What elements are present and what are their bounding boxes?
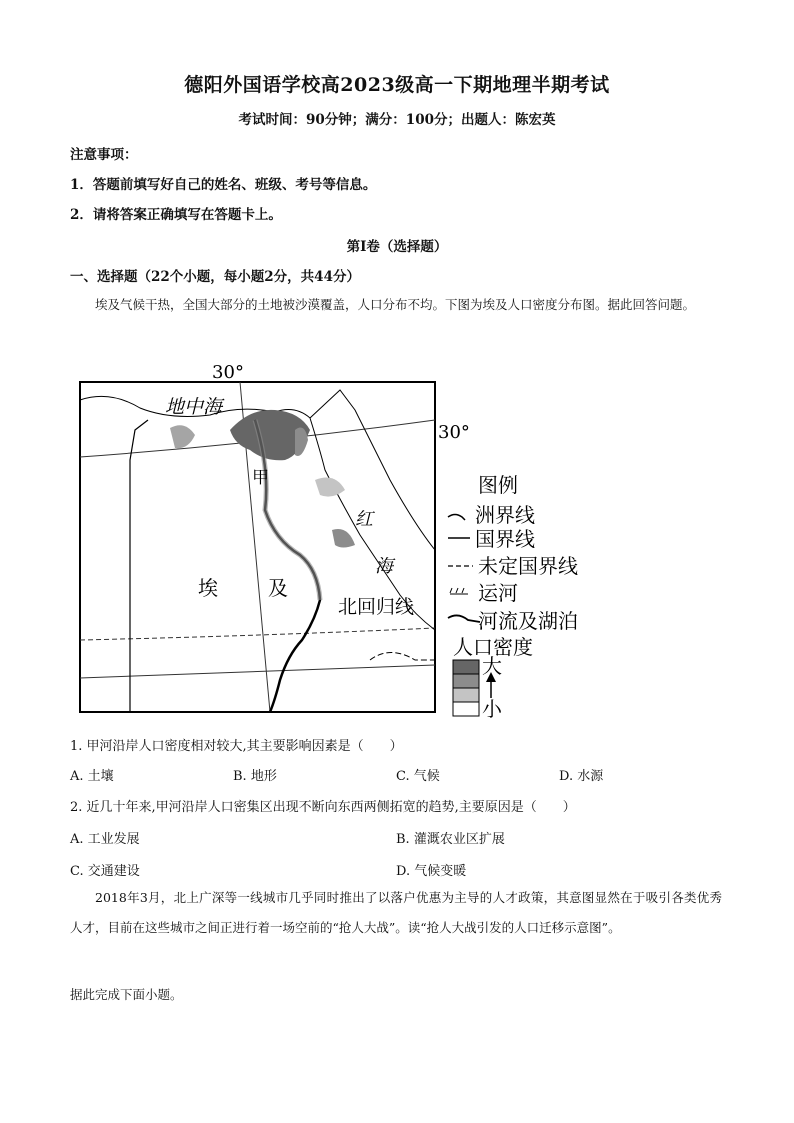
notice-heading: 注意事项： bbox=[70, 147, 138, 163]
intro-paragraph-2-tail: 据此完成下面小题。 bbox=[70, 987, 183, 1002]
legend-density-swatch-4 bbox=[453, 702, 479, 716]
part-heading: 一、选择题（22个小题，每小题2分，共44分） bbox=[70, 269, 360, 285]
lat-label-right: 30° bbox=[438, 422, 470, 443]
legend-continent-border: 洲界线 bbox=[475, 503, 535, 527]
egypt-population-density-map bbox=[70, 360, 720, 725]
intro-paragraph-1: 埃及气候干热，全国大部分的土地被沙漠覆盖，人口分布不均。下图为埃及人口密度分布图。据此回答问题。 bbox=[95, 297, 696, 312]
question-2-option-d[interactable]: D. 气候变暖 bbox=[396, 864, 467, 879]
question-1-option-c[interactable]: C. 气候 bbox=[396, 769, 440, 784]
legend-title: 图例 bbox=[478, 473, 518, 497]
question-1-option-b[interactable]: B. 地形 bbox=[233, 769, 277, 784]
red-sea-label-1: 红 bbox=[355, 509, 373, 530]
legend-canal-icon bbox=[450, 588, 468, 594]
question-1-stem: 1. 甲河沿岸人口密度相对较大,其主要影响因素是（ ） bbox=[70, 739, 403, 754]
question-2-stem: 2. 近几十年来,甲河沿岸人口密集区出现不断向东西两侧拓宽的趋势,主要原因是（ ） bbox=[70, 800, 576, 815]
tropic-label: 北回归线 bbox=[338, 596, 415, 618]
mediterranean-label: 地中海 bbox=[165, 396, 223, 418]
question-2-option-a[interactable]: A. 工业发展 bbox=[70, 832, 140, 847]
legend-river-icon bbox=[448, 615, 480, 622]
country-label-2: 及 bbox=[268, 576, 288, 600]
legend-density-swatch-1 bbox=[453, 660, 479, 674]
legend-canal: 运河 bbox=[478, 581, 518, 605]
country-label-1: 埃 bbox=[198, 576, 218, 600]
legend-national-border: 国界线 bbox=[475, 527, 535, 551]
exam-title: 德阳外国语学校高2023级高一下期地理半期考试 bbox=[184, 74, 610, 96]
river-jia-label: 甲 bbox=[252, 468, 269, 488]
question-1-option-a[interactable]: A. 土壤 bbox=[70, 769, 114, 784]
legend-continent-border-icon bbox=[448, 515, 465, 521]
section-title: 第Ⅰ卷（选择题） bbox=[346, 239, 448, 255]
notice-item-2: 2．请将答案正确填写在答题卡上。 bbox=[70, 207, 282, 223]
legend-density-swatch-3 bbox=[453, 688, 479, 702]
legend-density-low: 小 bbox=[482, 697, 502, 721]
question-2-option-b[interactable]: B. 灌溉农业区扩展 bbox=[396, 832, 505, 847]
legend-density-swatch-2 bbox=[453, 674, 479, 688]
legend-density-title: 人口密度 bbox=[453, 635, 533, 659]
lat-label-top: 30° bbox=[212, 362, 244, 383]
question-2-option-c[interactable]: C. 交通建设 bbox=[70, 864, 140, 879]
legend-river-lake: 河流及湖泊 bbox=[478, 609, 578, 633]
red-sea-label-2: 海 bbox=[375, 556, 393, 577]
intro-paragraph-2: 2018年3月，北上广深等一线城市几乎同时推出了以落户优惠为主导的人才政策，其意图显然在于吸引各类优秀人才，目前在这些城市之间正进行着一场空前的“抢人大战”。读“抢人大战引发的人口迁移示意图”。 bbox=[70, 890, 722, 935]
legend-density-high: 大 bbox=[482, 654, 502, 678]
question-1-option-d[interactable]: D. 水源 bbox=[559, 769, 604, 784]
notice-item-1: 1．答题前填写好自己的姓名、班级、考号等信息。 bbox=[70, 177, 377, 193]
legend-undetermined-border: 未定国界线 bbox=[478, 554, 578, 578]
exam-info: 考试时间：90分钟；满分：100分；出题人：陈宏英 bbox=[238, 112, 556, 128]
